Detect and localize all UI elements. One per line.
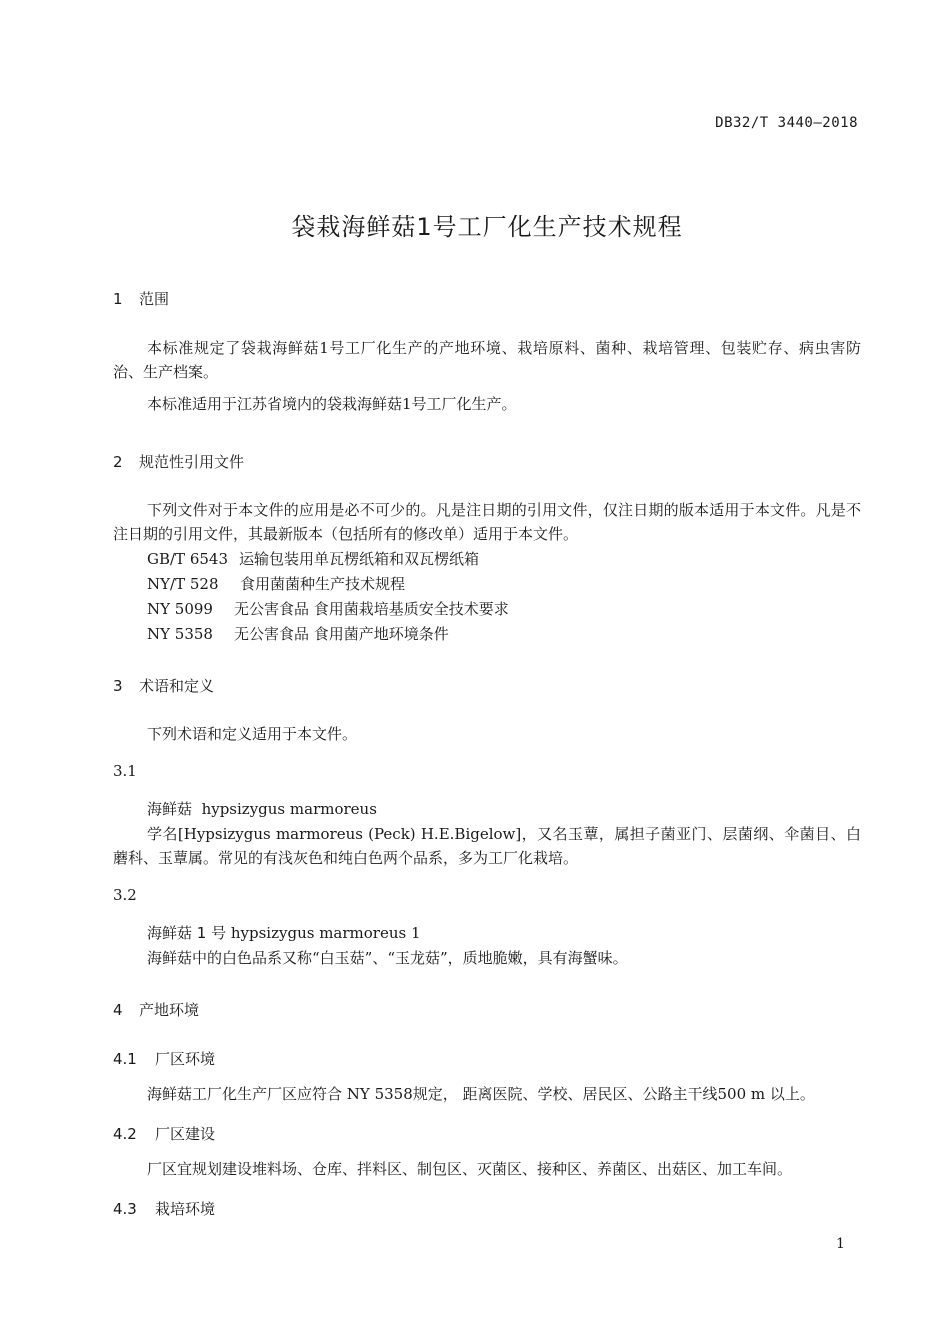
section-title: 范围 xyxy=(139,290,170,308)
section-number: 4 xyxy=(113,1001,123,1019)
reference-title: 无公害食品 食用菌产地环境条件 xyxy=(234,625,449,643)
section-3-heading xyxy=(113,675,214,696)
term-english: hypsizygus marmoreus 1 xyxy=(230,924,421,942)
section-title: 术语和定义 xyxy=(139,677,215,695)
reference-item xyxy=(147,573,405,594)
subsection-title: 栽培环境 xyxy=(155,1200,216,1218)
section-title: 产地环境 xyxy=(139,1001,200,1019)
reference-code: GB/T 6543 xyxy=(147,550,229,568)
term-number: 3.1 xyxy=(113,762,137,780)
term-number: 3.2 xyxy=(113,886,137,904)
section-number: 3 xyxy=(113,677,123,695)
reference-title: 无公害食品 食用菌栽培基质安全技术要求 xyxy=(234,600,509,618)
paragraph: 本标准规定了袋栽海鲜菇1号工厂化生产的产地环境、栽培原料、菌种、栽培管理、包装贮存、病虫害防治、生产档案。 xyxy=(113,339,861,381)
reference-code: NY 5099 xyxy=(147,600,213,618)
document-title: 袋栽海鲜菇1号工厂化生产技术规程 xyxy=(291,213,683,241)
subsection-title: 厂区环境 xyxy=(155,1050,216,1068)
paragraph: 海鲜菇工厂化生产厂区应符合 NY 5358规定， 距离医院、学校、居民区、公路主干线500 m 以上。 xyxy=(147,1085,815,1103)
reference-title: 运输包装用单瓦楞纸箱和双瓦楞纸箱 xyxy=(239,550,480,568)
reference-item xyxy=(147,598,509,619)
subsection-title: 厂区建设 xyxy=(155,1125,216,1143)
paragraph: 厂区宜规划建设堆料场、仓库、拌料区、制包区、灭菌区、接种区、养菌区、出菇区、加工车间。 xyxy=(147,1160,793,1178)
section-4-heading xyxy=(113,999,199,1020)
section-number: 1 xyxy=(113,290,123,308)
reference-item xyxy=(147,623,449,644)
reference-code: NY/T 528 xyxy=(147,575,219,593)
paragraph: 下列文件对于本文件的应用是必不可少的。凡是注日期的引用文件，仅注日期的版本适用于本文件。凡是不注日期的引用文件，其最新版本（包括所有的修改单）适用于本文件。 xyxy=(113,501,861,543)
section-number: 2 xyxy=(113,453,123,471)
subsection-number: 4.1 xyxy=(113,1050,137,1068)
term-entry xyxy=(147,798,377,819)
page-number: 1 xyxy=(836,1236,845,1252)
subsection-4-2-heading xyxy=(113,1123,215,1144)
term-chinese: 海鲜菇 1 号 xyxy=(147,924,227,942)
section-1-heading xyxy=(113,288,169,309)
term-definition: 学名[Hypsizygus marmoreus (Peck) H.E.Bigelow]，又名玉蕈，属担子菌亚门、层菌纲、伞菌目、白蘑科、玉蕈属。常见的有浅灰色和纯白色两个品系，多为工厂化栽培。 xyxy=(113,825,861,867)
standard-code: DB32/T 3440—2018 xyxy=(715,115,858,131)
paragraph: 下列术语和定义适用于本文件。 xyxy=(147,725,358,743)
subsection-number: 4.2 xyxy=(113,1125,137,1143)
section-title: 规范性引用文件 xyxy=(139,453,245,471)
reference-title: 食用菌菌种生产技术规程 xyxy=(240,575,406,593)
reference-code: NY 5358 xyxy=(147,625,213,643)
reference-item xyxy=(147,548,479,569)
subsection-4-1-heading xyxy=(113,1048,215,1069)
section-2-heading xyxy=(113,451,244,472)
subsection-4-3-heading xyxy=(113,1198,215,1219)
paragraph: 本标准适用于江苏省境内的袋栽海鲜菇1号工厂化生产。 xyxy=(147,395,517,413)
term-definition: 海鲜菇中的白色品系又称“白玉菇”、“玉龙菇”，质地脆嫩，具有海蟹味。 xyxy=(147,949,628,967)
term-chinese: 海鲜菇 xyxy=(147,800,193,818)
subsection-number: 4.3 xyxy=(113,1200,137,1218)
term-entry xyxy=(147,922,421,943)
term-english: hypsizygus marmoreus xyxy=(201,800,377,818)
